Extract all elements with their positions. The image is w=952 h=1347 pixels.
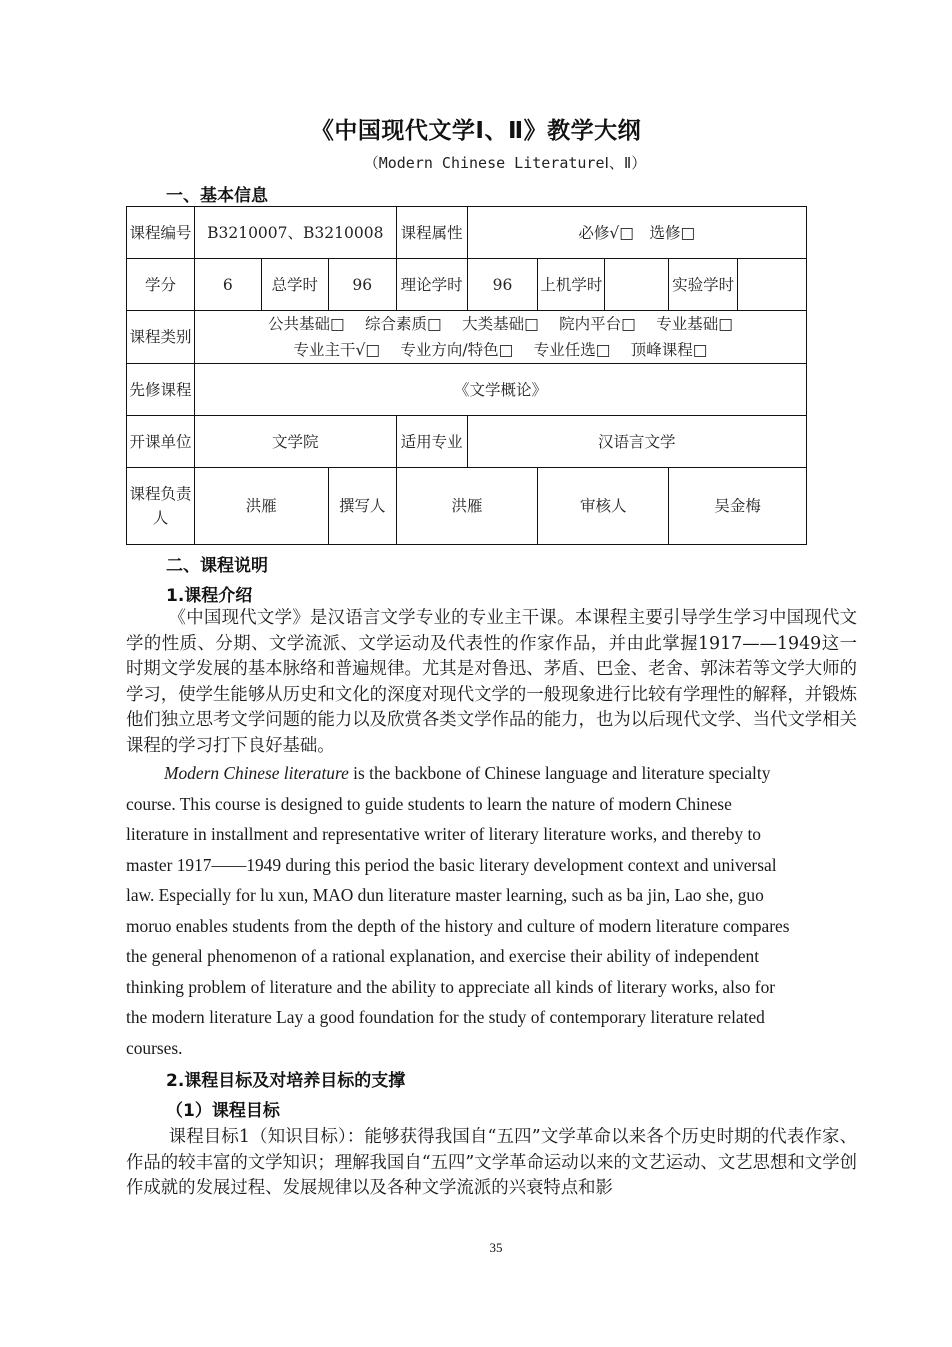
intro-en-line: the general phenomenon of a rational explanation, and exercise their ability of independent [126,946,760,966]
course-name-italic: Modern Chinese literature [164,763,349,783]
unit-value: 文学院 [194,416,396,468]
intro-en-line: courses. [126,1037,183,1058]
reviewer-value: 吴金梅 [669,468,807,545]
subheading-course-goals-support: 2.课程目标及对培养目标的支撑 [166,1071,406,1091]
intro-en-line: master 1917——1949 during this period the basic literary development context and universal [126,854,777,875]
theory-hours-label: 理论学时 [396,259,467,311]
course-category-label: 课程类别 [127,311,195,364]
subheading-course-goals: （1）课程目标 [166,1101,280,1121]
course-category-options [194,311,806,364]
exp-hours-label: 实验学时 [669,259,738,311]
writer-value: 洪雁 [396,468,538,545]
intro-en-line: course. This course is designed to guide students to learn the nature of modern Chinese [126,793,732,814]
course-goal-1: 课程目标1（知识目标）：能够获得我国自“五四”文学革命以来各个历史时期的代表作家、作品的较丰富的文学知识；理解我国自“五四”文学革命运动以来的文艺运动、文艺思想和文学创作成就的发展过程、发展规律以及各种文学流派的兴衰特点和影 [126,1127,857,1199]
writer-label: 撰写人 [328,468,396,545]
exp-hours-value [738,259,807,311]
intro-en-line: literature in installment and representative writer of literary literature works, and thereby to [126,824,761,844]
subheading-course-intro: 1.课程介绍 [166,586,253,606]
prereq-value: 《文学概论》 [194,364,806,416]
theory-hours-value: 96 [467,259,538,311]
course-attr-label: 课程属性 [396,207,467,259]
course-code-value: B3210007、B3210008 [194,207,396,259]
basic-info-table [126,206,807,545]
page-number: 35 [489,1240,503,1255]
intro-en-line: is the backbone of Chinese language and literature specialty [348,763,771,783]
machine-hours-label: 上机学时 [538,259,605,311]
owner-value: 洪雁 [194,468,328,545]
intro-en-line: the modern literature Lay a good foundation for the study of contemporary literature related [126,1007,765,1027]
section-heading-course-description: 二、课程说明 [166,556,268,576]
course-attr-value: 必修√□ 选修□ [467,207,806,259]
intro-en-line: thinking problem of literature and the ability to appreciate all kinds of literary works, also for [126,976,776,997]
unit-label: 开课单位 [127,416,195,468]
intro-en-line: moruo enables students from the depth of the history and culture of modern literature compares [126,915,790,936]
intro-en-line: law. Especially for lu xun, MAO dun literature master learning, such as ba jin, Lao she, guo [126,885,764,905]
credit-value: 6 [194,259,261,311]
prereq-label: 先修课程 [127,364,195,416]
machine-hours-value [605,259,669,311]
owner-label: 课程负责人 [127,468,195,545]
total-hours-value: 96 [328,259,396,311]
course-intro-chinese: 《中国现代文学》是汉语言文学专业的专业主干课。本课程主要引导学生学习中国现代文学的性质、分期、文学流派、文学运动及代表性的作家作品，并由此掌握1917——1949这一时期文学发展的基本脉络和普遍规律。尤其是对鲁迅、茅盾、巴金、老舍、郭沫若等文学大师的学习，使学生能够从历史和文化的深度对现代文学的一般现象进行比较有学理性的解释，并锻炼他们独立思考文学问题的能力以及欣赏各类文学作品的能力，也为以后现代文学、当代文学相关课程的学习打下良好基础。 [126,608,857,756]
section-heading-basic-info: 一、基本信息 [166,186,268,206]
category-options-line2: 专业主干√□ 专业方向/特色□ 专业任选□ 顶峰课程□ [293,341,708,359]
reviewer-label: 审核人 [538,468,669,545]
major-value: 汉语言文学 [467,416,806,468]
course-intro-english [126,758,866,1063]
category-options-line1: 公共基础□ 综合素质□ 大类基础□ 院内平台□ 专业基础□ [267,315,733,333]
total-hours-label: 总学时 [261,259,328,311]
document-title: 《中国现代文学Ⅰ、Ⅱ》教学大纲 [310,118,642,144]
credit-label: 学分 [127,259,195,311]
major-label: 适用专业 [396,416,467,468]
document-subtitle: （Modern Chinese LiteratureⅠ、Ⅱ） [363,154,647,172]
course-code-label: 课程编号 [127,207,195,259]
